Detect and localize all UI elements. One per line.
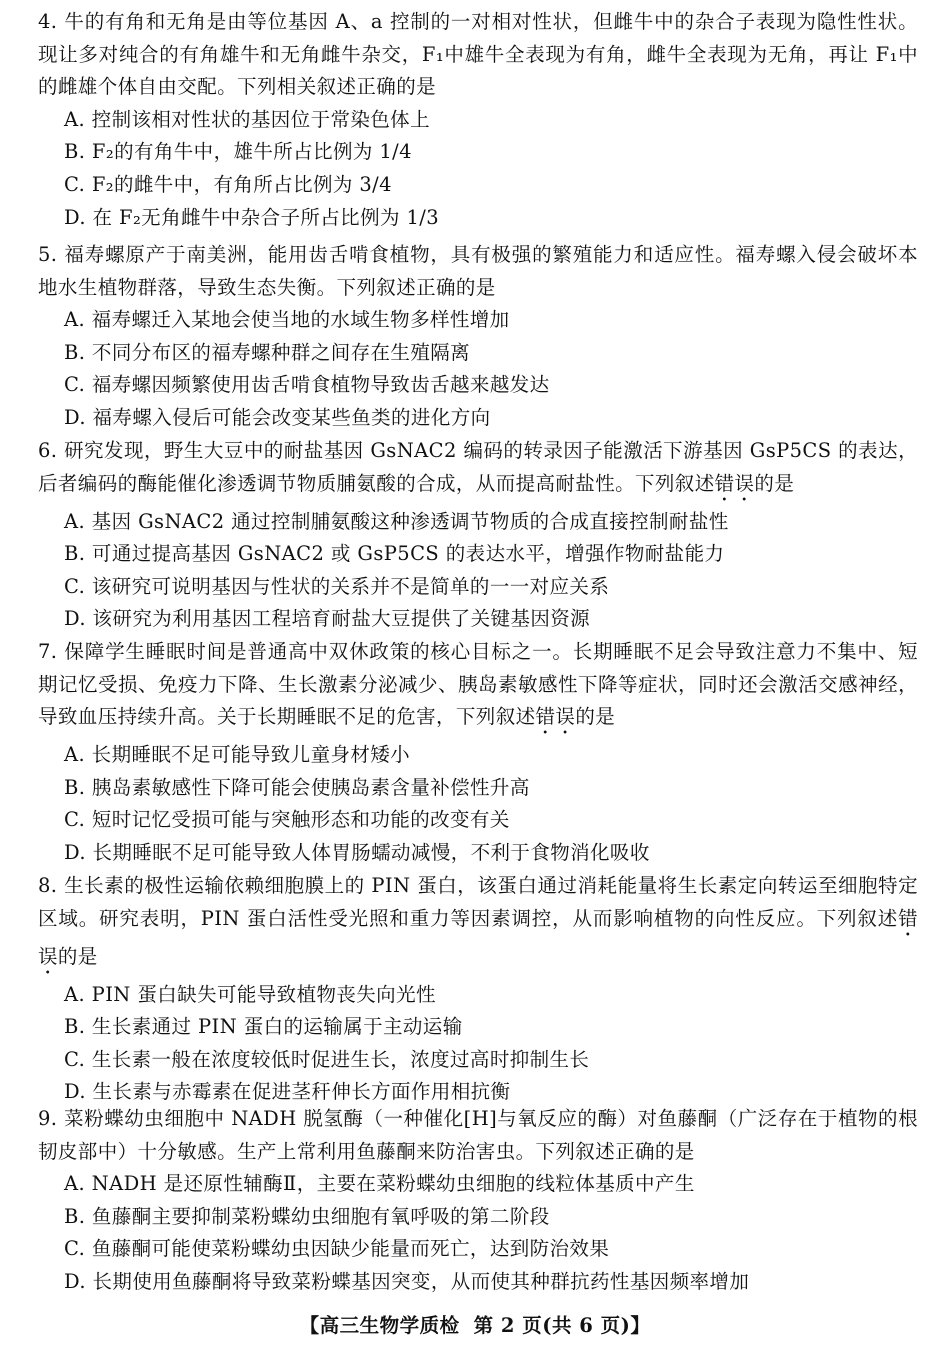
option-c: C. 鱼藤酮可能使菜粉蝶幼虫因缺少能量而死亡，达到防治效果 [64, 1237, 610, 1261]
footer-title: 【高三生物学质检 [299, 1314, 460, 1337]
option-d: D. 该研究为利用基因工程培育耐盐大豆提供了关键基因资源 [64, 607, 591, 631]
option-d: D. 生长素与赤霉素在促进茎秆伸长方面作用相抗衡 [64, 1080, 511, 1104]
option-b: B. F₂的有角牛中，雄牛所占比例为 1/4 [64, 140, 412, 164]
option-b: B. 胰岛素敏感性下降可能会使胰岛素含量补偿性升高 [64, 775, 530, 799]
option-a: A. 福寿螺迁入某地会使当地的水域生物多样性增加 [64, 308, 510, 332]
option-a: A. NADH 是还原性辅酶Ⅱ，主要在菜粉蝶幼虫细胞的线粒体基质中产生 [64, 1172, 695, 1196]
question-stem: 5. 福寿螺原产于南美洲，能用齿舌啃食植物，具有极强的繁殖能力和适应性。福寿螺入侵会破坏本地水生植物群落，导致生态失衡。下列叙述正确的是 [38, 239, 918, 304]
question-number: 5. [38, 243, 58, 266]
emphasis-word: 错误 [38, 906, 918, 968]
option-a: A. 控制该相对性状的基因位于常染色体上 [64, 107, 430, 131]
option-b: B. 生长素通过 PIN 蛋白的运输属于主动运输 [64, 1015, 463, 1039]
option-a: A. 基因 GsNAC2 通过控制脯氨酸这种渗透调节物质的合成直接控制耐盐性 [64, 509, 729, 533]
question-5 [38, 239, 918, 435]
question-stem: 9. 菜粉蝶幼虫细胞中 NADH 脱氢酶（一种催化[H]与氧反应的酶）对鱼藤酮（广泛存在于植物的根韧皮部中）十分敏感。生产上常利用鱼藤酮来防治害虫。下列叙述正确的是 [38, 1103, 918, 1168]
option-a: A. PIN 蛋白缺失可能导致植物丧失向光性 [64, 982, 436, 1006]
option-d: D. 长期使用鱼藤酮将导致菜粉蝶基因突变，从而使其种群抗药性基因频率增加 [64, 1269, 750, 1293]
option-b: B. 不同分布区的福寿螺种群之间存在生殖隔离 [64, 340, 471, 364]
option-b: B. 鱼藤酮主要抑制菜粉蝶幼虫细胞有氧呼吸的第二阶段 [64, 1204, 550, 1228]
question-stem: 7. 保障学生睡眠时间是普通高中双休政策的核心目标之一。长期睡眠不足会导致注意力不集中、短期记忆受损、免疫力下降、生长激素分泌减少、胰岛素敏感性下降等症状，同时还会激活交感神经，导致血压持续升高。关于长期睡眠不足的危害，下列叙述错误的是 [38, 636, 918, 739]
option-c: C. 福寿螺因频繁使用齿舌啃食植物导致齿舌越来越发达 [64, 373, 550, 397]
question-number: 9. [38, 1107, 58, 1130]
option-d: D. 在 F₂无角雌牛中杂合子所占比例为 1/3 [64, 205, 440, 229]
option-c: C. 生长素一般在浓度较低时促进生长，浓度过高时抑制生长 [64, 1047, 590, 1071]
question-stem: 8. 生长素的极性运输依赖细胞膜上的 PIN 蛋白，该蛋白通过消耗能量将生长素定向转运至细胞特定区域。研究表明，PIN 蛋白活性受光照和重力等因素调控，从而影响植物的向性反应。下列叙述错误的是 [38, 870, 918, 979]
question-7 [38, 636, 918, 870]
question-9 [38, 1103, 918, 1299]
option-d: D. 福寿螺入侵后可能会改变某些鱼类的进化方向 [64, 405, 491, 429]
option-c: C. 短时记忆受损可能与突触形态和功能的改变有关 [64, 808, 510, 832]
question-number: 7. [38, 640, 58, 663]
question-number: 8. [38, 874, 58, 897]
emphasis-word: 错误 [535, 705, 576, 729]
footer-page-number: 第 2 页(共 6 页)】 [473, 1314, 651, 1337]
question-4 [38, 6, 918, 234]
option-c: C. F₂的雌牛中，有角所占比例为 3/4 [64, 172, 392, 196]
option-a: A. 长期睡眠不足可能导致儿童身材矮小 [64, 743, 411, 767]
page-footer [0, 1310, 950, 1338]
option-c: C. 该研究可说明基因与性状的关系并不是简单的一一对应关系 [64, 574, 610, 598]
option-d: D. 长期睡眠不足可能导致人体胃肠蠕动减慢，不利于食物消化吸收 [64, 840, 650, 864]
question-number: 6. [38, 439, 58, 462]
option-b: B. 可通过提高基因 GsNAC2 或 GsP5CS 的表达水平，增强作物耐盐能力 [64, 542, 725, 566]
question-stem: 4. 牛的有角和无角是由等位基因 A、a 控制的一对相对性状，但雌牛中的杂合子表现为隐性性状。现让多对纯合的有角雄牛和无角雌牛杂交，F₁中雄牛全表现为有角，雌牛全表现为无角，再让 F₁中的雌雄个体自由交配。下列相关叙述正确的是 [38, 6, 918, 104]
question-8 [38, 870, 918, 1109]
emphasis-word: 错误 [714, 471, 755, 495]
question-6 [38, 435, 918, 636]
question-number: 4. [38, 10, 58, 33]
question-stem: 6. 研究发现，野生大豆中的耐盐基因 GsNAC2 编码的转录因子能激活下游基因 GsP5CS 的表达，后者编码的酶能催化渗透调节物质脯氨酸的合成，从而提高耐盐性。下列叙述错误的是 [38, 435, 918, 506]
